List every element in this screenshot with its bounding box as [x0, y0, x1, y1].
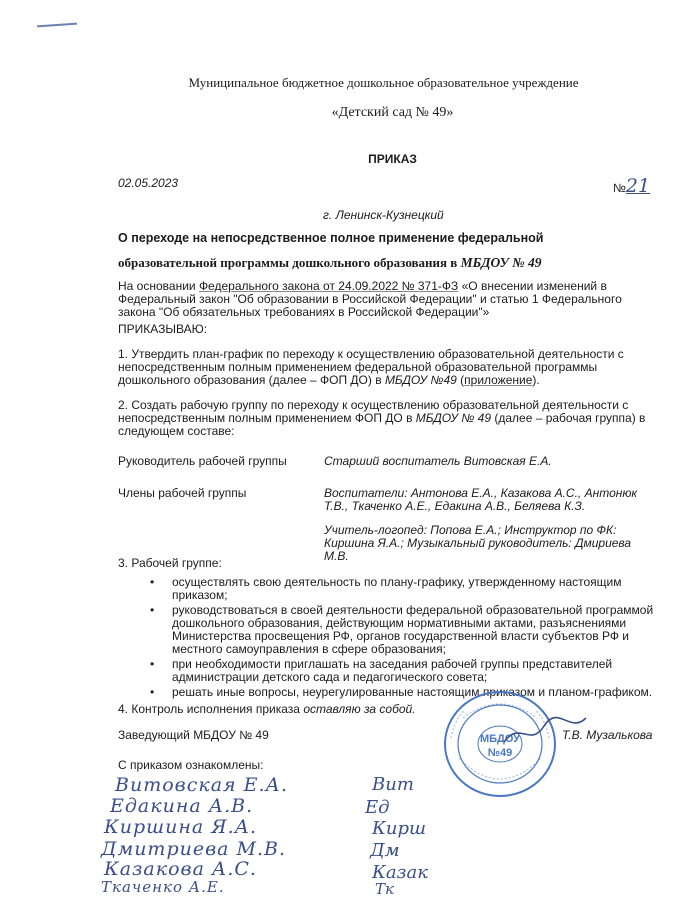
- group-head-label: Руководитель рабочей группы: [118, 454, 287, 468]
- handwritten-signature: Ед: [365, 797, 390, 818]
- law-link[interactable]: Федерального закона от 24.09.2022 № 371-ФЗ: [198, 279, 459, 293]
- order-word: ПРИКАЗЫВАЮ:: [118, 322, 208, 336]
- handwritten-name: Казакова А.С.: [104, 858, 257, 880]
- order-date: 02.05.2023: [118, 176, 179, 190]
- handwritten-name: Дмитриева М.В.: [101, 838, 287, 860]
- head-position: Заведующий МБДОУ № 49: [118, 728, 269, 742]
- list-item: • решать иные вопросы, неурегулированные настоящим приказом и планом-графиком.: [150, 685, 653, 699]
- handwritten-name: Витовская Е.А.: [115, 774, 288, 796]
- group-members-label: Члены рабочей группы: [118, 486, 247, 500]
- head-signature: [500, 712, 590, 752]
- kindergarten-name: «Детский сад № 49»: [331, 105, 454, 120]
- item-2: 2. Создать рабочую группу по переходу к осуществлению образовательной деятельности с непосредственным полным применением ФОП ДО в МБДОУ № 49 (далее – рабочая группа) в следующем составе:: [118, 398, 646, 438]
- handwritten-signature: Кирш: [372, 818, 427, 839]
- order-title-line1: О переходе на непосредственное полное применение федеральной: [118, 231, 544, 245]
- item-3-title: 3. Рабочей группе:: [118, 556, 222, 570]
- basis-paragraph: На основании Федерального закона от 24.09.2022 № 371-ФЗ «О внесении изменений в Федеральный закон "Об образовании в Российской Федерации" и статью 1 Федерального закона "Об обязательных требованиях в Российской Федерации"»: [118, 279, 622, 319]
- item-3-list: [150, 575, 662, 701]
- group-members-value-1: Воспитатели: Антонова Е.А., Казакова А.С., Антонюк Т.В., Ткаченко А.Е., Едакина А.В., Беляева К.З.: [324, 486, 638, 513]
- item-4: 4. Контроль исполнения приказа оставляю за собой.: [118, 702, 416, 716]
- stamp-center-text: МБДОУ: [479, 733, 521, 745]
- appendix-link[interactable]: приложение: [464, 373, 533, 387]
- order-title-line2: образовательной программы дошкольного образования в МБДОУ № 49: [118, 255, 542, 270]
- document-type: ПРИКАЗ: [368, 152, 417, 166]
- handwritten-name: Ткаченко А.Е.: [101, 878, 225, 896]
- handwritten-signature: Дм: [370, 840, 400, 861]
- handwritten-signature: Вит: [372, 774, 414, 795]
- handwritten-signature: Тк: [375, 880, 394, 898]
- number-handwritten: 21: [625, 175, 651, 197]
- item-1: 1. Утвердить план-график по переходу к осуществлению образовательной деятельности с непосредственным полным применением федеральной образовательной программы дошкольного образования (далее – ФОП ДО) в МБДОУ №49 (приложение).: [118, 347, 624, 387]
- order-number: [613, 175, 650, 197]
- institution-name: Муниципальное бюджетное дошкольное образовательное учреждение: [188, 75, 579, 90]
- stamp-number-text: №49: [487, 747, 513, 759]
- number-prefix: №: [613, 181, 626, 195]
- handwritten-signature: Казак: [372, 862, 428, 883]
- list-item: • осуществлять свою деятельность по плану-графику, утвержденному настоящим приказом;: [150, 575, 622, 602]
- acquainted-label: С приказом ознакомлены:: [118, 758, 264, 772]
- handwritten-name: Киршина Я.А.: [104, 816, 258, 838]
- handwritten-name: Едакина А.В.: [110, 795, 254, 817]
- head-name: Т.В. Музалькова: [562, 728, 653, 742]
- group-members-value-2: Учитель-логопед: Попова Е.А.; Инструктор по ФК: Киршина Я.А.; Музыкальный руководитель: Дмириева М.В.: [324, 523, 632, 563]
- city: г. Ленинск-Кузнецкий: [323, 208, 444, 222]
- list-item: • руководствоваться в своей деятельности федеральной образовательной программой дошкольного образования, действующим нормативными актами, разъяснениями Министерства просвещения РФ, органов государственной власти субъектов РФ и местного самоуправления в сфере образования;: [150, 603, 654, 656]
- scan-mark: [37, 23, 77, 28]
- group-head-value: Старший воспитатель Витовская Е.А.: [324, 454, 552, 468]
- list-item: • при необходимости приглашать на заседания рабочей группы представителей администрации детского сада и педагогического совета;: [150, 657, 613, 684]
